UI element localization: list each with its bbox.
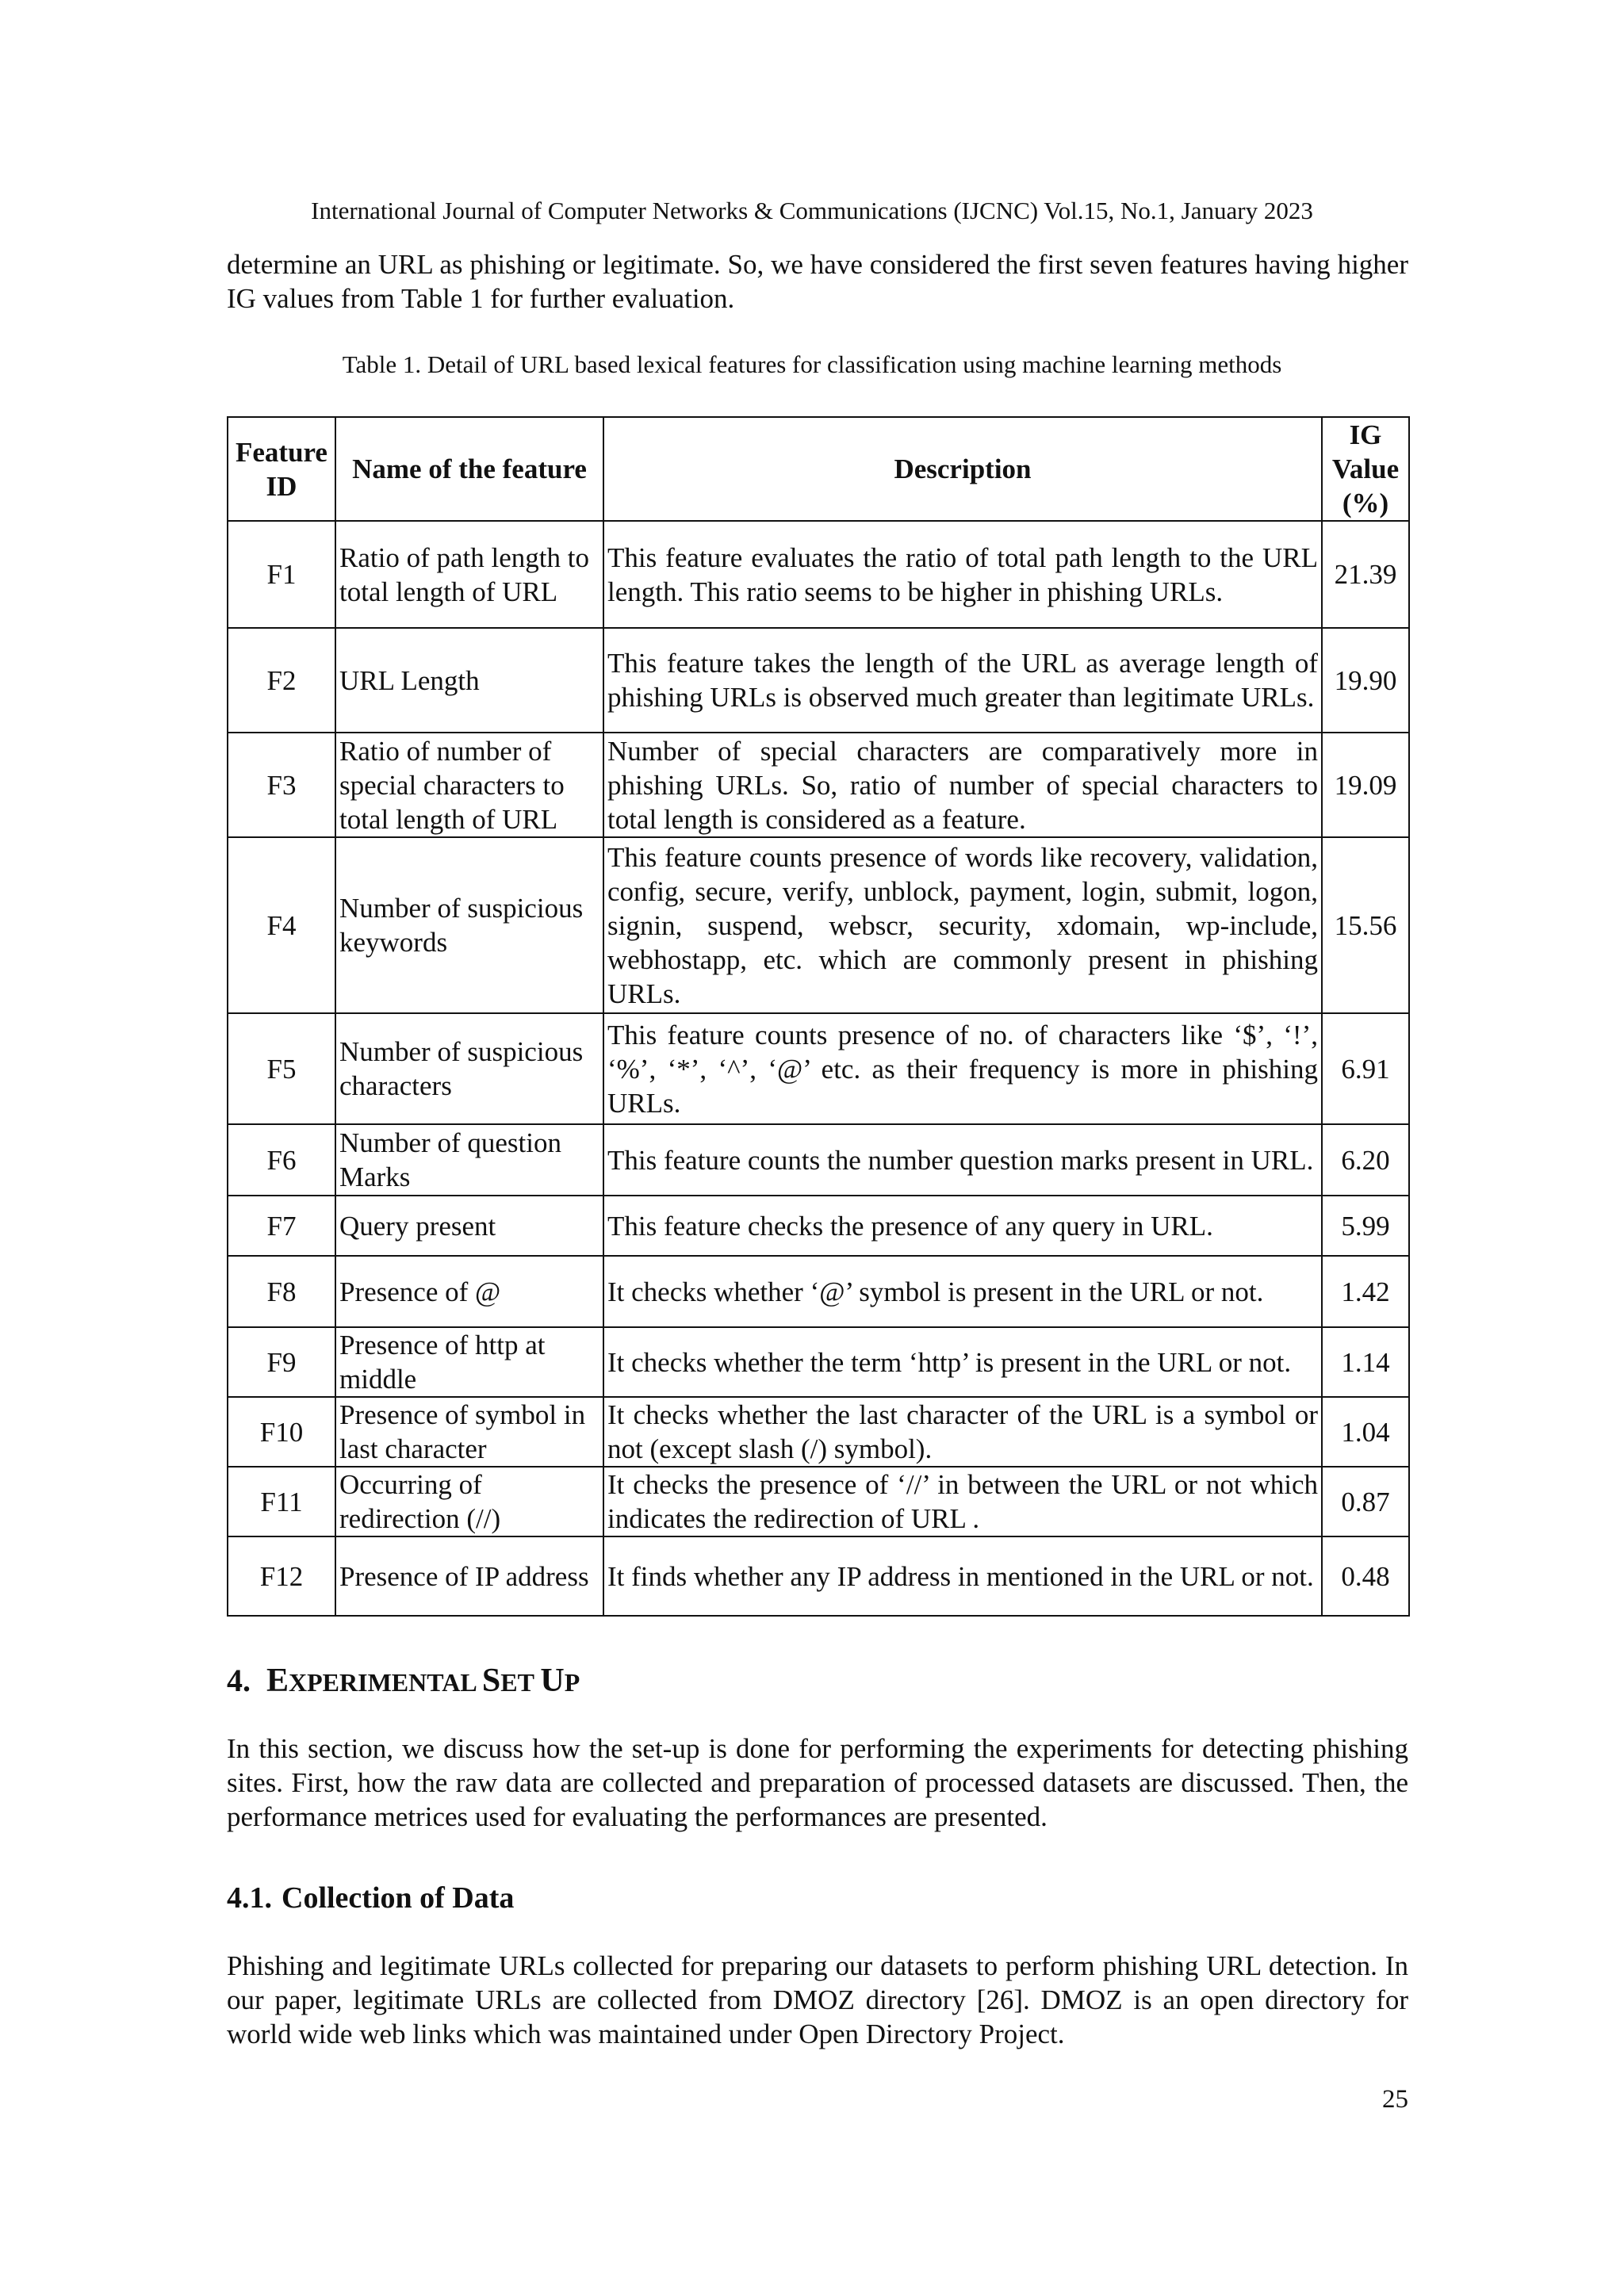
ig-value-cell: 21.39 [1322, 521, 1409, 628]
feature-description-cell: This feature evaluates the ratio of total path length to the URL length. This ratio seems to be higher in phishing URLs. [603, 521, 1322, 628]
feature-name-cell: Presence of IP address [335, 1536, 603, 1616]
section-4-title-part: U [540, 1663, 565, 1699]
section-4-title-part: XPERIMENTAL [289, 1668, 482, 1697]
section-4-1-title: Collection of Data [282, 1881, 515, 1915]
header-ig-value [1322, 417, 1409, 521]
table-row [228, 628, 1409, 733]
section-4-1-heading [227, 1879, 514, 1917]
ig-value-cell: 0.87 [1322, 1467, 1409, 1536]
section-4-title-part: E [266, 1663, 289, 1699]
section-4-1-paragraph: Phishing and legitimate URLs collected for preparing our datasets to perform phishing URL detection. In our paper, legitimate URLs are collected from DMOZ directory [26]. DMOZ is an open directory for world wide web links which was maintained under Open Directory Project. [227, 1950, 1408, 2049]
feature-description-cell: This feature counts the number question marks present in URL. [603, 1124, 1322, 1196]
table-header-row [228, 417, 1409, 521]
feature-id-cell: F8 [228, 1256, 335, 1327]
ig-value-cell: 1.14 [1322, 1327, 1409, 1397]
table-row [228, 1256, 1409, 1327]
feature-id-cell: F4 [228, 837, 335, 1013]
section-4-title [266, 1663, 580, 1698]
section-4-heading [227, 1661, 580, 1702]
ig-value-cell: 19.09 [1322, 733, 1409, 837]
feature-name-cell: Number of suspicious characters [335, 1013, 603, 1124]
feature-name-cell: Ratio of number of special characters to total length of URL [335, 733, 603, 837]
feature-description-cell: It checks whether ‘@’ symbol is present in the URL or not. [603, 1256, 1322, 1327]
header-ig-line3: (%) [1342, 488, 1389, 519]
feature-id-cell: F10 [228, 1397, 335, 1467]
table-row [228, 1467, 1409, 1536]
table-row [228, 1013, 1409, 1124]
section-4-paragraph: In this section, we discuss how the set-up is done for performing the experiments for detecting phishing sites. First, how the raw data are collected and preparation of processed datasets are discussed. Then, the performance metrices used for evaluating the performances are presented. [227, 1733, 1408, 1832]
feature-name-cell: Occurring of redirection (//) [335, 1467, 603, 1536]
ig-value-cell: 5.99 [1322, 1196, 1409, 1256]
running-header: International Journal of Computer Networks & Communications (IJCNC) Vol.15, No.1, January 2023 [311, 197, 1313, 224]
feature-id-cell: F2 [228, 628, 335, 733]
table-row [228, 733, 1409, 837]
intro-paragraph: determine an URL as phishing or legitimate. So, we have considered the first seven features having higher IG values from Table 1 for further evaluation. [227, 249, 1408, 314]
feature-name-cell: Presence of http at middle [335, 1327, 603, 1397]
feature-description-cell: It checks whether the term ‘http’ is present in the URL or not. [603, 1327, 1322, 1397]
header-feature-id-line1: Feature [236, 436, 327, 468]
ig-value-cell: 1.42 [1322, 1256, 1409, 1327]
feature-description-cell: Number of special characters are comparatively more in phishing URLs. So, ratio of number of special characters to total length is considered as a feature. [603, 733, 1322, 837]
feature-id-cell: F9 [228, 1327, 335, 1397]
table-row [228, 1536, 1409, 1616]
table-row [228, 1397, 1409, 1467]
feature-description-cell: This feature counts presence of words like recovery, validation, config, secure, verify, unblock, payment, login, submit, logon, signin, suspend, webscr, security, xdomain, wp-include, webhostapp, etc. which are commonly present in phishing URLs. [603, 837, 1322, 1013]
table-body [228, 521, 1409, 1616]
feature-name-cell: Ratio of path length to total length of URL [335, 521, 603, 628]
feature-description-cell: This feature takes the length of the URL as average length of phishing URLs is observed much greater than legitimate URLs. [603, 628, 1322, 733]
table-caption: Table 1. Detail of URL based lexical features for classification using machine learning methods [342, 350, 1282, 378]
section-4-1-number: 4.1. [227, 1881, 272, 1915]
section-4-title-part: S [481, 1663, 501, 1699]
ig-value-cell: 1.04 [1322, 1397, 1409, 1467]
feature-name-cell: Presence of symbol in last character [335, 1397, 603, 1467]
section-4-number: 4. [227, 1663, 251, 1698]
features-table [227, 416, 1410, 1617]
feature-description-cell: It checks whether the last character of the URL is a symbol or not (except slash (/) symbol). [603, 1397, 1322, 1467]
table-row [228, 1124, 1409, 1196]
ig-value-cell: 19.90 [1322, 628, 1409, 733]
ig-value-cell: 15.56 [1322, 837, 1409, 1013]
feature-name-cell: Number of suspicious keywords [335, 837, 603, 1013]
feature-name-cell: URL Length [335, 628, 603, 733]
ig-value-cell: 6.20 [1322, 1124, 1409, 1196]
feature-description-cell: This feature checks the presence of any query in URL. [603, 1196, 1322, 1256]
feature-id-cell: F5 [228, 1013, 335, 1124]
ig-value-cell: 0.48 [1322, 1536, 1409, 1616]
table-row [228, 521, 1409, 628]
section-4-title-part: P [564, 1668, 580, 1697]
feature-name-cell: Presence of @ [335, 1256, 603, 1327]
header-ig-line1: IG [1349, 419, 1382, 450]
feature-description-cell: This feature counts presence of no. of characters like ‘$’, ‘!’, ‘%’, ‘*’, ‘^’, ‘@’ etc. as their frequency is more in phishing URLs. [603, 1013, 1322, 1124]
feature-id-cell: F11 [228, 1467, 335, 1536]
ig-value-cell: 6.91 [1322, 1013, 1409, 1124]
section-4-title-part: ET [500, 1668, 541, 1697]
header-ig-line2: Value [1331, 453, 1400, 484]
feature-id-cell: F6 [228, 1124, 335, 1196]
feature-id-cell: F1 [228, 521, 335, 628]
header-feature-id-line2: ID [266, 470, 297, 502]
table-row [228, 837, 1409, 1013]
table-row [228, 1196, 1409, 1256]
feature-id-cell: F7 [228, 1196, 335, 1256]
header-description: Description [603, 417, 1322, 521]
feature-name-cell: Query present [335, 1196, 603, 1256]
page-number: 25 [1382, 2085, 1408, 2114]
header-feature-name: Name of the feature [335, 417, 603, 521]
feature-description-cell: It checks the presence of ‘//’ in between the URL or not which indicates the redirection of URL . [603, 1467, 1322, 1536]
feature-id-cell: F12 [228, 1536, 335, 1616]
table-row [228, 1327, 1409, 1397]
feature-id-cell: F3 [228, 733, 335, 837]
header-feature-id [228, 417, 335, 521]
feature-description-cell: It finds whether any IP address in mentioned in the URL or not. [603, 1536, 1322, 1616]
feature-name-cell: Number of question Marks [335, 1124, 603, 1196]
